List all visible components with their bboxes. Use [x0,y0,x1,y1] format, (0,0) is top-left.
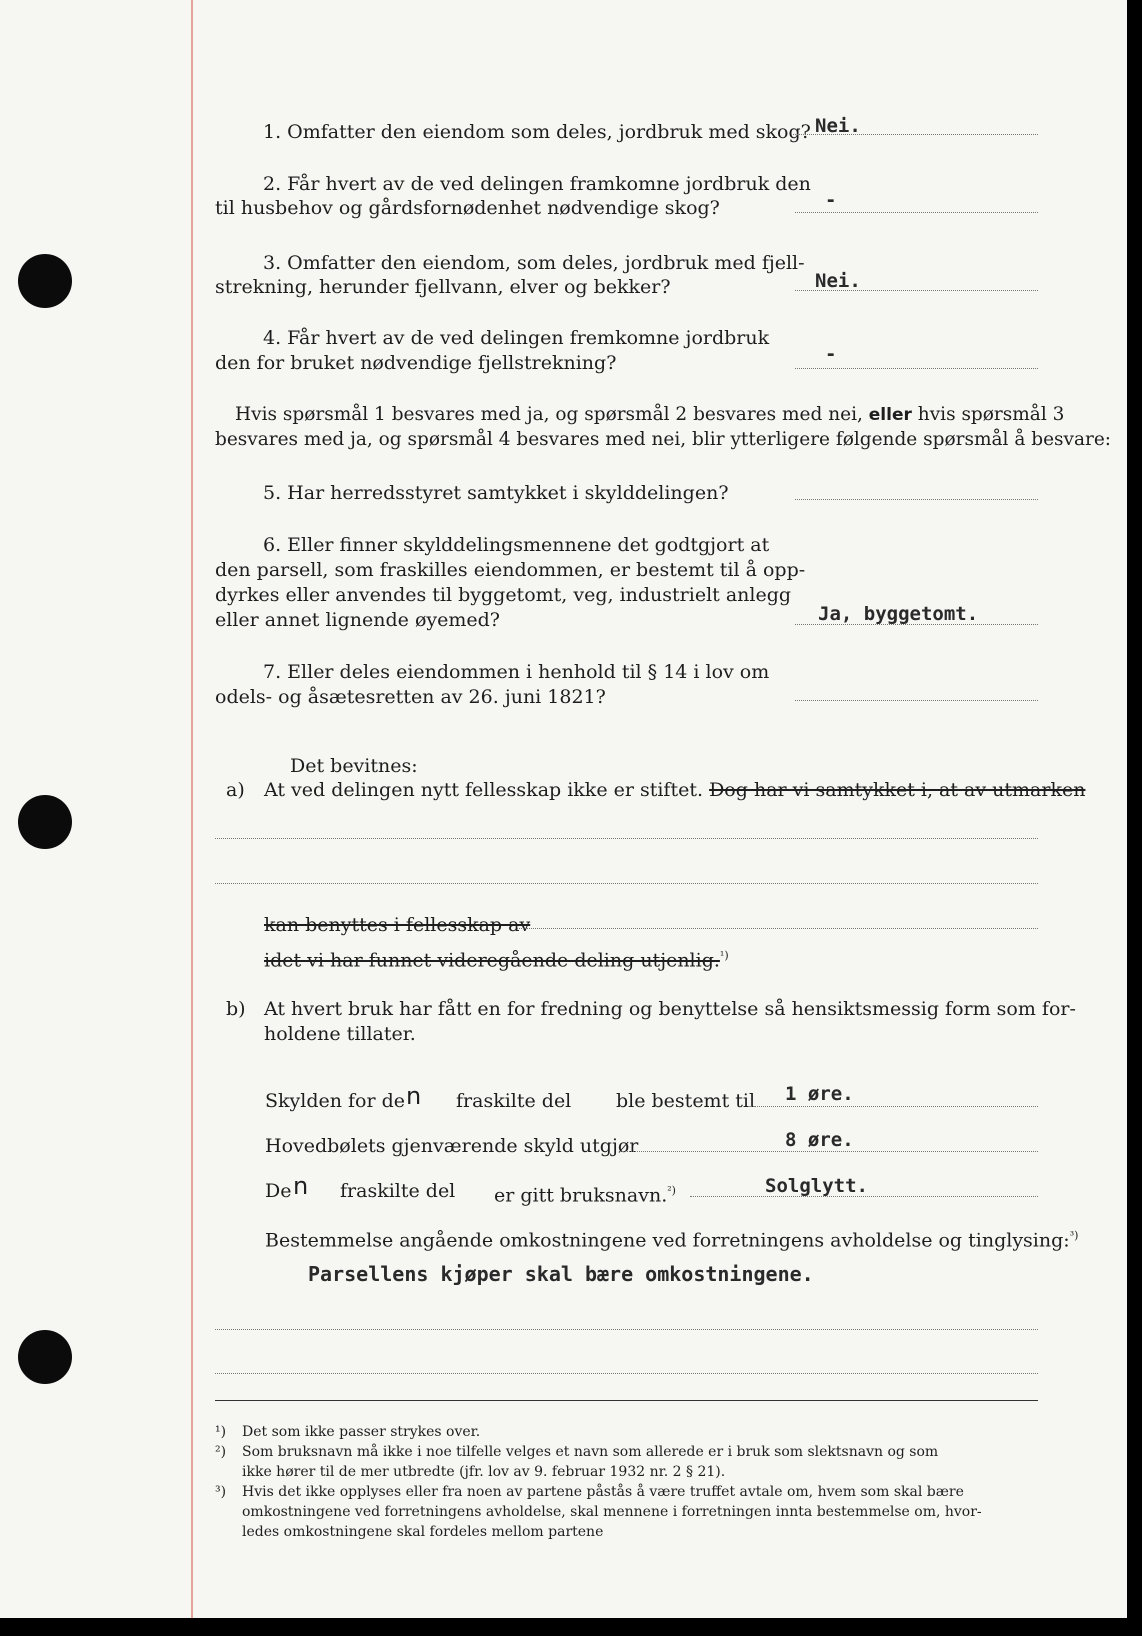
attest-b-line-1: At hvert bruk har fått en for fredning og benyttelse så hensiktsmessig form som for- [264,998,1076,1020]
struck-line-2: idet vi har funnet videregående deling utjenlig. [264,949,720,972]
question-7-line-1: 7. Eller deles eiendommen i henhold til § 14 i lov om [263,661,770,683]
question-6-line-2: den parsell, som fraskilles eiendommen, er bestemt til å opp- [215,559,806,581]
question-4-line-1: 4. Får hvert av de ved delingen fremkomne jordbruk [263,327,770,349]
omk-value: Parsellens kjøper skal bære omkostningene. [308,1262,814,1286]
punch-hole-icon [18,254,72,308]
question-5: 5. Har herredsstyret samtykket i skylddelingen? [263,482,729,504]
answer-line-2 [795,212,1038,213]
answer-line-6 [795,624,1038,625]
punch-hole-icon [18,1330,72,1384]
punch-hole-icon [18,795,72,849]
answer-line-1 [793,134,1038,135]
attest-a-label: a) [226,779,245,801]
answer-line-5 [795,499,1038,500]
question-6-line-4: eller annet lignende øyemed? [215,609,500,631]
blank-line [215,883,1038,884]
hoved-label: Hovedbølets gjenværende skyld utgjør [265,1135,639,1157]
footnote-1-mark: ¹) [215,1424,227,1440]
skyld-line [750,1106,1038,1107]
bruk-value: Solglytt. [765,1175,868,1197]
footnote-3-mark: ³) [215,1484,227,1500]
answer-1: Nei. [815,115,861,137]
attest-b-line-2: holdene tillater. [264,1023,416,1045]
footnote-3-line-1: Hvis det ikke opplyses eller fra noen av partene påstås å være truffet avtale om, hvem som skal bære [242,1484,964,1500]
question-3-line-2: strekning, herunder fjellvann, elver og bekker? [215,276,671,298]
question-7-line-2: odels- og åsætesretten av 26. juni 1821? [215,686,606,708]
attest-heading: Det bevitnes: [290,755,418,777]
bruk-hand: n [293,1172,309,1200]
skyld-value: 1 øre. [785,1083,854,1105]
attest-a-struck: Dog har vi samtykket i, at av utmarken [709,779,1086,801]
skyld-label-1: Skylden for de [265,1090,406,1112]
question-6-line-1: 6. Eller finner skylddelingsmennene det godtgjort at [263,534,770,556]
answer-line-7 [795,700,1038,701]
attest-b-label: b) [226,998,246,1020]
answer-6: Ja, byggetomt. [818,603,979,625]
question-2-line-2: til husbehov og gårdsfornødenhet nødvendige skog? [215,197,720,219]
hoved-value: 8 øre. [785,1129,854,1151]
skyld-label-3: ble bestemt til [616,1090,756,1112]
answer-line-3 [795,290,1038,291]
condition-text-c: hvis spørsmål 3 [917,404,1065,425]
footnote-ref-3: ³) [1069,1229,1079,1242]
question-4-line-2: den for bruket nødvendige fjellstrekning? [215,352,617,374]
omk-label: Bestemmelse angående omkostningene ved forretningens avholdelse og tinglysing: [265,1229,1070,1252]
attest-a-line [264,778,1085,802]
bruk-label-1: De [265,1180,292,1202]
condition-line-2: besvares med ja, og spørsmål 4 besvares med nei, blir ytterligere følgende spørsmål å besvare: [215,429,1112,450]
footnote-ref-1: ¹) [719,949,729,962]
red-margin-line [191,0,193,1618]
question-6-line-3: dyrkes eller anvendes til byggetomt, veg, industrielt anlegg [215,584,792,606]
footnote-separator [215,1400,1038,1401]
question-3-line-1: 3. Omfatter den eiendom, som deles, jordbruk med fjell- [263,252,805,274]
blank-line [215,1329,1038,1330]
bruk-label-2: fraskilte del [340,1180,456,1202]
blank-line [215,1373,1038,1374]
bruk-label-3-wrap [494,1179,676,1207]
question-1: 1. Omfatter den eiendom som deles, jordbruk med skog? [263,121,811,143]
struck-line-2-wrap [264,944,729,972]
answer-line-4 [795,368,1038,369]
answer-3: Nei. [815,270,861,292]
struck-line-1: kan benyttes i fellesskap av [264,914,531,936]
footnote-1: Det som ikke passer strykes over. [242,1424,481,1440]
footnote-3-line-3: ledes omkostningene skal fordeles mellom partene [242,1524,604,1540]
footnote-2-line-2: ikke hører til de mer utbredte (jfr. lov av 9. februar 1932 nr. 2 § 21). [242,1464,726,1480]
condition-eller: eller [868,405,912,425]
answer-2: - [825,189,837,211]
condition-line-1 [235,403,1064,427]
blank-line [215,838,1038,839]
hoved-line [622,1151,1038,1152]
footnote-ref-2: ²) [667,1184,676,1197]
condition-text-a: Hvis spørsmål 1 besvares med ja, og spørsmål 2 besvares med nei, [235,404,863,425]
attest-a-text: At ved delingen nytt fellesskap ikke er stiftet. [264,779,704,801]
blank-line [517,928,1038,929]
footnote-2-line-1: Som bruksnavn må ikke i noe tilfelle velges et navn som allerede er i bruk som slektsnavn og som [242,1444,939,1460]
footnote-3-line-2: omkostningene ved forretningens avholdelse, skal mennene i forretningen innta bestemmelse om, hvor- [242,1504,982,1520]
footnote-2-mark: ²) [215,1444,227,1460]
skyld-label-2: fraskilte del [456,1090,572,1112]
bruk-label-3: er gitt bruksnavn. [494,1184,668,1207]
omk-label-wrap [265,1224,1078,1252]
question-2-line-1: 2. Får hvert av de ved delingen framkomne jordbruk den [263,173,811,195]
skyld-hand: n [406,1082,422,1110]
bruk-line [690,1196,1038,1197]
answer-4: - [825,343,837,365]
